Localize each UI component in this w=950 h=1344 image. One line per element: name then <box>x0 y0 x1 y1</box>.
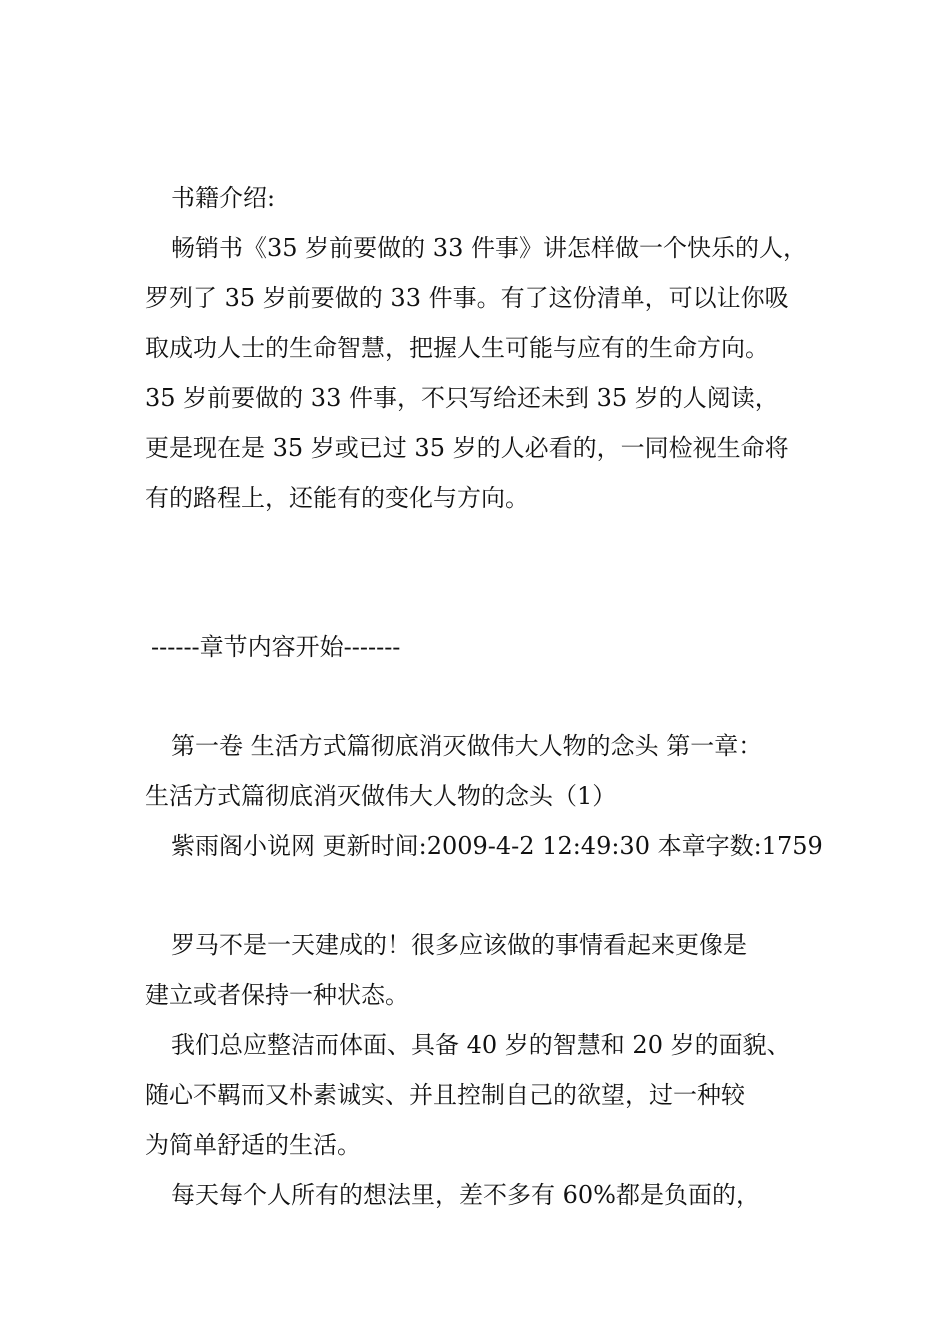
chapter-meta-block <box>145 821 835 871</box>
intro-heading-block <box>145 173 835 223</box>
chapter-title <box>145 721 835 821</box>
body-line: 为简单舒适的生活。 <box>145 1131 361 1159</box>
intro-paragraph <box>145 223 835 523</box>
body-line: 罗马不是一天建成的！很多应该做的事情看起来更像是 <box>171 931 747 959</box>
intro-heading: 书籍介绍: <box>171 184 276 212</box>
chapter-start-divider-block <box>145 622 835 672</box>
chapter-meta: 紫雨阁小说网 更新时间:2009-4-2 12:49:30 本章字数:1759 <box>171 832 823 860</box>
chapter-title-line: 生活方式篇彻底消灭做伟大人物的念头（1） <box>145 782 617 810</box>
body-line: 建立或者保持一种状态。 <box>145 981 409 1009</box>
intro-line: 取成功人士的生命智慧，把握人生可能与应有的生命方向。 <box>145 334 769 362</box>
intro-line: 罗列了 35 岁前要做的 33 件事。有了这份清单，可以让你吸 <box>145 284 789 312</box>
body-line: 我们总应整洁而体面、具备 40 岁的智慧和 20 岁的面貌、 <box>171 1031 791 1059</box>
chapter-start-divider: ------章节内容开始------- <box>151 633 401 661</box>
body-line: 随心不羁而又朴素诚实、并且控制自己的欲望，过一种较 <box>145 1081 745 1109</box>
intro-line: 更是现在是 35 岁或已过 35 岁的人必看的，一同检视生命将 <box>145 434 789 462</box>
body-paragraph-1 <box>145 920 835 1020</box>
chapter-title-line: 第一卷 生活方式篇彻底消灭做伟大人物的念头 第一章： <box>171 732 763 760</box>
body-paragraph-3 <box>145 1170 835 1220</box>
body-paragraph-2 <box>145 1020 835 1170</box>
intro-line: 35 岁前要做的 33 件事，不只写给还未到 35 岁的人阅读， <box>145 384 779 412</box>
body-line: 每天每个人所有的想法里，差不多有 60%都是负面的， <box>171 1181 760 1209</box>
intro-line: 有的路程上，还能有的变化与方向。 <box>145 484 529 512</box>
intro-line: 畅销书《35 岁前要做的 33 件事》讲怎样做一个快乐的人， <box>171 234 807 262</box>
